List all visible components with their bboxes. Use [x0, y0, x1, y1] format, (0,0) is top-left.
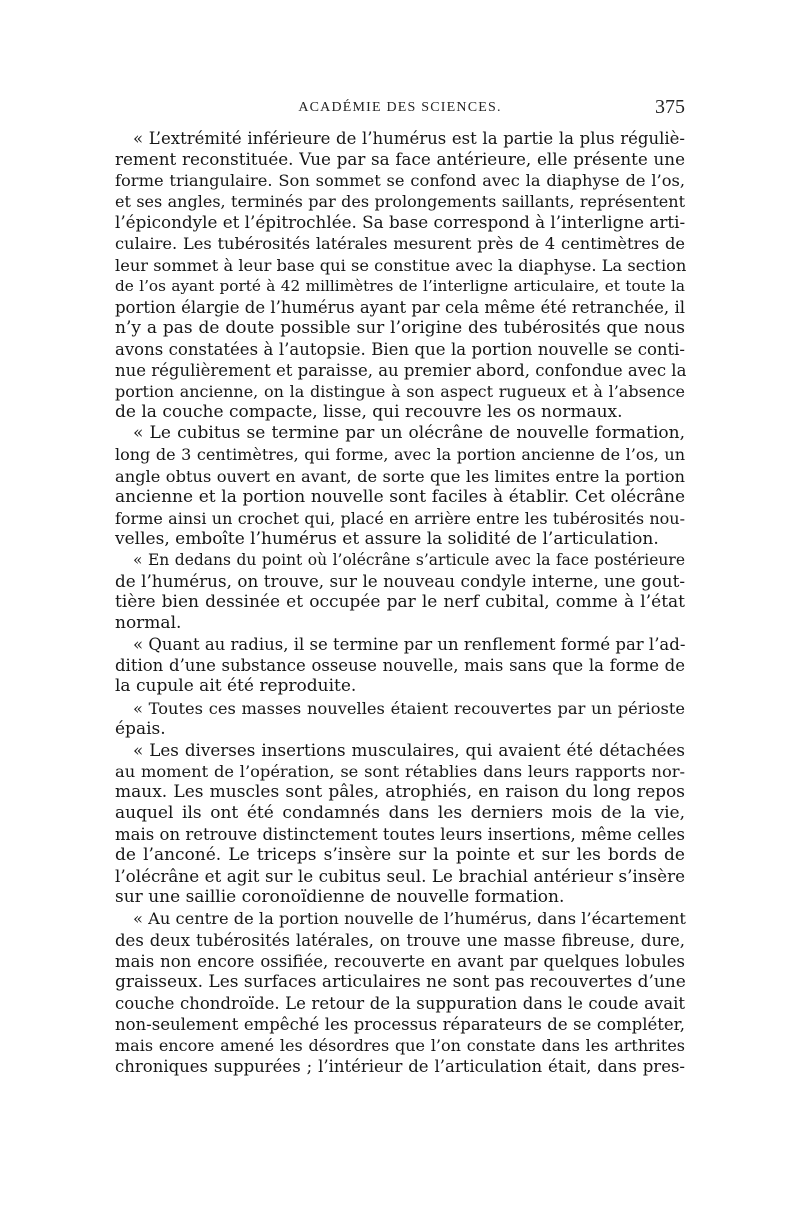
text-line: des deux tubérosités latérales, on trouve une masse fibreuse, dure, — [115, 930, 685, 950]
text-line: « L’extrémité inférieure de l’humérus est la partie la plus réguliè- — [133, 129, 685, 148]
text-line: mais on retrouve distinctement toutes leurs insertions, même celles — [115, 825, 685, 845]
text-line: « Le cubitus se termine par un olécrâne de nouvelle formation, — [133, 423, 685, 444]
text-line: et ses angles, terminés par des prolongements saillants, représentent — [115, 192, 685, 212]
text-line: « Au centre de la portion nouvelle de l’humérus, dans l’écartement — [133, 909, 686, 929]
text-line: « En dedans du point où l’olécrâne s’articule avec la face postérieure — [133, 550, 685, 569]
text-line: l’épicondyle et l’épitrochlée. Sa base correspond à l’interligne arti- — [115, 212, 686, 233]
running-title: ACADÉMIE DES SCIENCES. — [298, 100, 502, 115]
text-line: n’y a pas de doute possible sur l’origine des tubérosités que nous — [115, 317, 685, 338]
text-line: auquel ils ont été condamnés dans les derniers mois de la vie, — [115, 803, 685, 823]
text-line: la cupule ait été reproduite. — [115, 676, 357, 697]
text-line: forme ainsi un crochet qui, placé en arrière entre les tubérosités nou- — [115, 508, 685, 528]
text-line: forme triangulaire. Son sommet se confond avec la diaphyse de l’os, — [115, 171, 685, 191]
text-line: rement reconstituée. Vue par sa face antérieure, elle présente une — [115, 149, 685, 170]
text-line: normal. — [115, 613, 182, 634]
text-line: sur une saillie coronoïdienne de nouvelle formation. — [115, 887, 565, 908]
text-line: chroniques suppurées ; l’intérieur de l’articulation était, dans pres- — [115, 1057, 685, 1077]
body-text — [115, 128, 685, 1077]
page-header — [115, 96, 685, 124]
text-line: angle obtus ouvert en avant, de sorte que les limites entre la portion — [115, 466, 685, 486]
text-line: velles, emboîte l’humérus et assure la solidité de l’articulation. — [115, 528, 659, 549]
text-line: culaire. Les tubérosités latérales mesurent près de 4 centimètres de — [115, 234, 685, 254]
text-line: couche chondroïde. Le retour de la suppuration dans le coude avait — [115, 993, 685, 1013]
text-line: long de 3 centimètres, qui forme, avec la portion ancienne de l’os, un — [115, 445, 685, 465]
text-line: de l’humérus, on trouve, sur le nouveau condyle interne, une gout- — [115, 570, 685, 591]
text-line: « Les diverses insertions musculaires, qui avaient été détachées — [133, 739, 685, 760]
text-line: maux. Les muscles sont pâles, atrophiés, en raison du long repos — [115, 781, 685, 802]
text-line: non-seulement empêché les processus réparateurs de se compléter, — [115, 1014, 685, 1034]
text-line: de l’anconé. Le triceps s’insère sur la pointe et sur les bords de — [115, 845, 685, 866]
text-line: graisseux. Les surfaces articulaires ne sont pas recouvertes d’une — [115, 971, 686, 992]
text-line: ancienne et la portion nouvelle sont faciles à établir. Cet olécrâne — [115, 486, 685, 507]
text-line: « Toutes ces masses nouvelles étaient recouvertes par un périoste — [133, 698, 685, 718]
text-line: avons constatées à l’autopsie. Bien que la portion nouvelle se conti- — [115, 339, 685, 359]
text-line: de l’os ayant porté à 42 millimètres de l’interligne articulaire, et toute la — [115, 276, 685, 295]
text-line: portion élargie de l’humérus ayant par cela même été retranchée, il — [115, 297, 685, 317]
text-line: de la couche compacte, lisse, qui recouvre les os normaux. — [115, 402, 623, 423]
text-line: épais. — [115, 718, 166, 739]
text-line: « Quant au radius, il se termine par un renflement formé par l’ad- — [133, 635, 686, 655]
text-line: mais non encore ossifiée, recouverte en avant par quelques lobules — [115, 951, 685, 971]
text-line: leur sommet à leur base qui se constitue avec la diaphyse. La section — [115, 255, 687, 275]
text-line: mais encore amené les désordres que l’on constate dans les arthrites — [115, 1036, 685, 1056]
text-line: portion ancienne, on la distingue à son aspect rugueux et à l’absence — [115, 382, 685, 402]
text-line: nue régulièrement et paraisse, au premier abord, confondue avec la — [115, 361, 687, 381]
page-number: 375 — [655, 96, 685, 118]
text-line: au moment de l’opération, se sont rétablies dans leurs rapports nor- — [115, 761, 685, 781]
text-line: dition d’une substance osseuse nouvelle, mais sans que la forme de — [115, 656, 685, 676]
text-line: tière bien dessinée et occupée par le nerf cubital, comme à l’état — [115, 592, 685, 613]
text-line: l’olécrâne et agit sur le cubitus seul. Le brachial antérieur s’insère — [115, 866, 685, 887]
